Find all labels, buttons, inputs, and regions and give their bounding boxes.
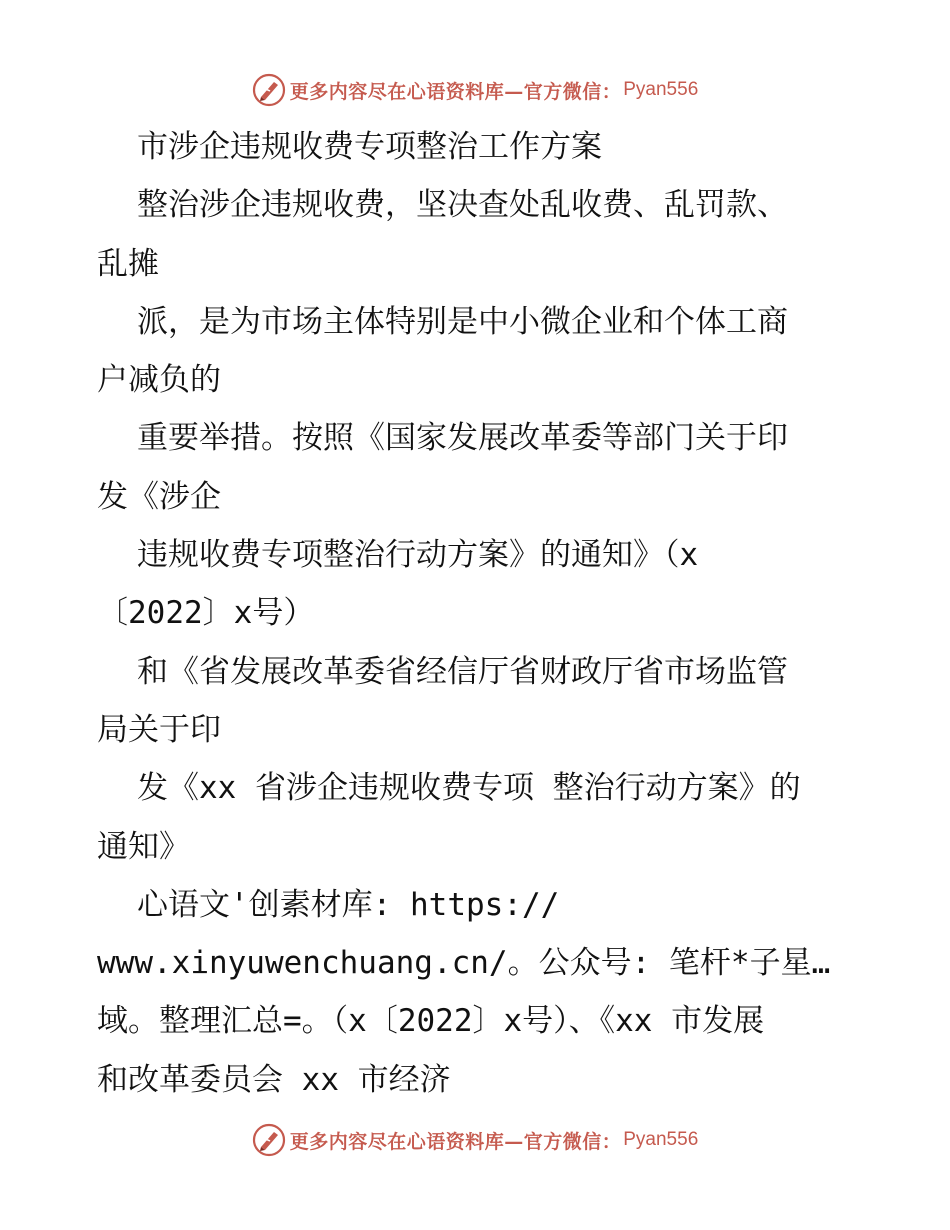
text-line: 发《xx 省涉企违规收费专项 整治行动方案》的 bbox=[137, 770, 801, 807]
text-line: 发《涉企 bbox=[97, 478, 221, 515]
text-line: 和改革委员会 xx 市经济 bbox=[97, 1061, 451, 1098]
text-line: 整治涉企违规收费，坚决查处乱收费、乱罚款、 bbox=[137, 187, 788, 224]
footer-banner[interactable] bbox=[0, 1120, 950, 1160]
text-line: 通知》 bbox=[97, 828, 190, 865]
text-line: www.xinyuwenchuang.cn/。公众号: 笔杆*子星… bbox=[97, 945, 831, 982]
text-line: 心语文'创素材库: https:// bbox=[137, 886, 560, 923]
text-line: 〔2022〕x号） bbox=[97, 595, 315, 632]
banner-text: 更多内容尽在心语资料库—官方微信： bbox=[289, 80, 622, 103]
text-line: 重要举措。按照《国家发展改革委等部门关于印 bbox=[137, 420, 788, 457]
text-line: 派，是为市场主体特别是中小微企业和个体工商 bbox=[137, 303, 788, 340]
banner-wechat-handle: Pyan556 bbox=[623, 1129, 699, 1150]
pen-logo-icon bbox=[252, 73, 286, 107]
text-line: 局关于印 bbox=[97, 711, 221, 748]
text-line: 域。整理汇总=。（x〔2022〕x号）、《xx 市发展 bbox=[97, 1003, 765, 1040]
text-line: 乱摊 bbox=[97, 245, 159, 282]
pen-logo-icon bbox=[252, 1123, 286, 1157]
text-line: 和《省发展改革委省经信厅省财政厅省市场监管 bbox=[137, 653, 788, 690]
banner-wechat-handle: Pyan556 bbox=[623, 79, 699, 100]
text-line: 违规收费专项整治行动方案》的通知》（x bbox=[137, 537, 699, 574]
text-line: 户减负的 bbox=[97, 362, 221, 399]
document-body bbox=[97, 118, 877, 1109]
banner-text: 更多内容尽在心语资料库—官方微信： bbox=[289, 1130, 622, 1153]
header-banner[interactable] bbox=[0, 70, 950, 110]
document-title: 市涉企违规收费专项整治工作方案 bbox=[137, 129, 602, 165]
